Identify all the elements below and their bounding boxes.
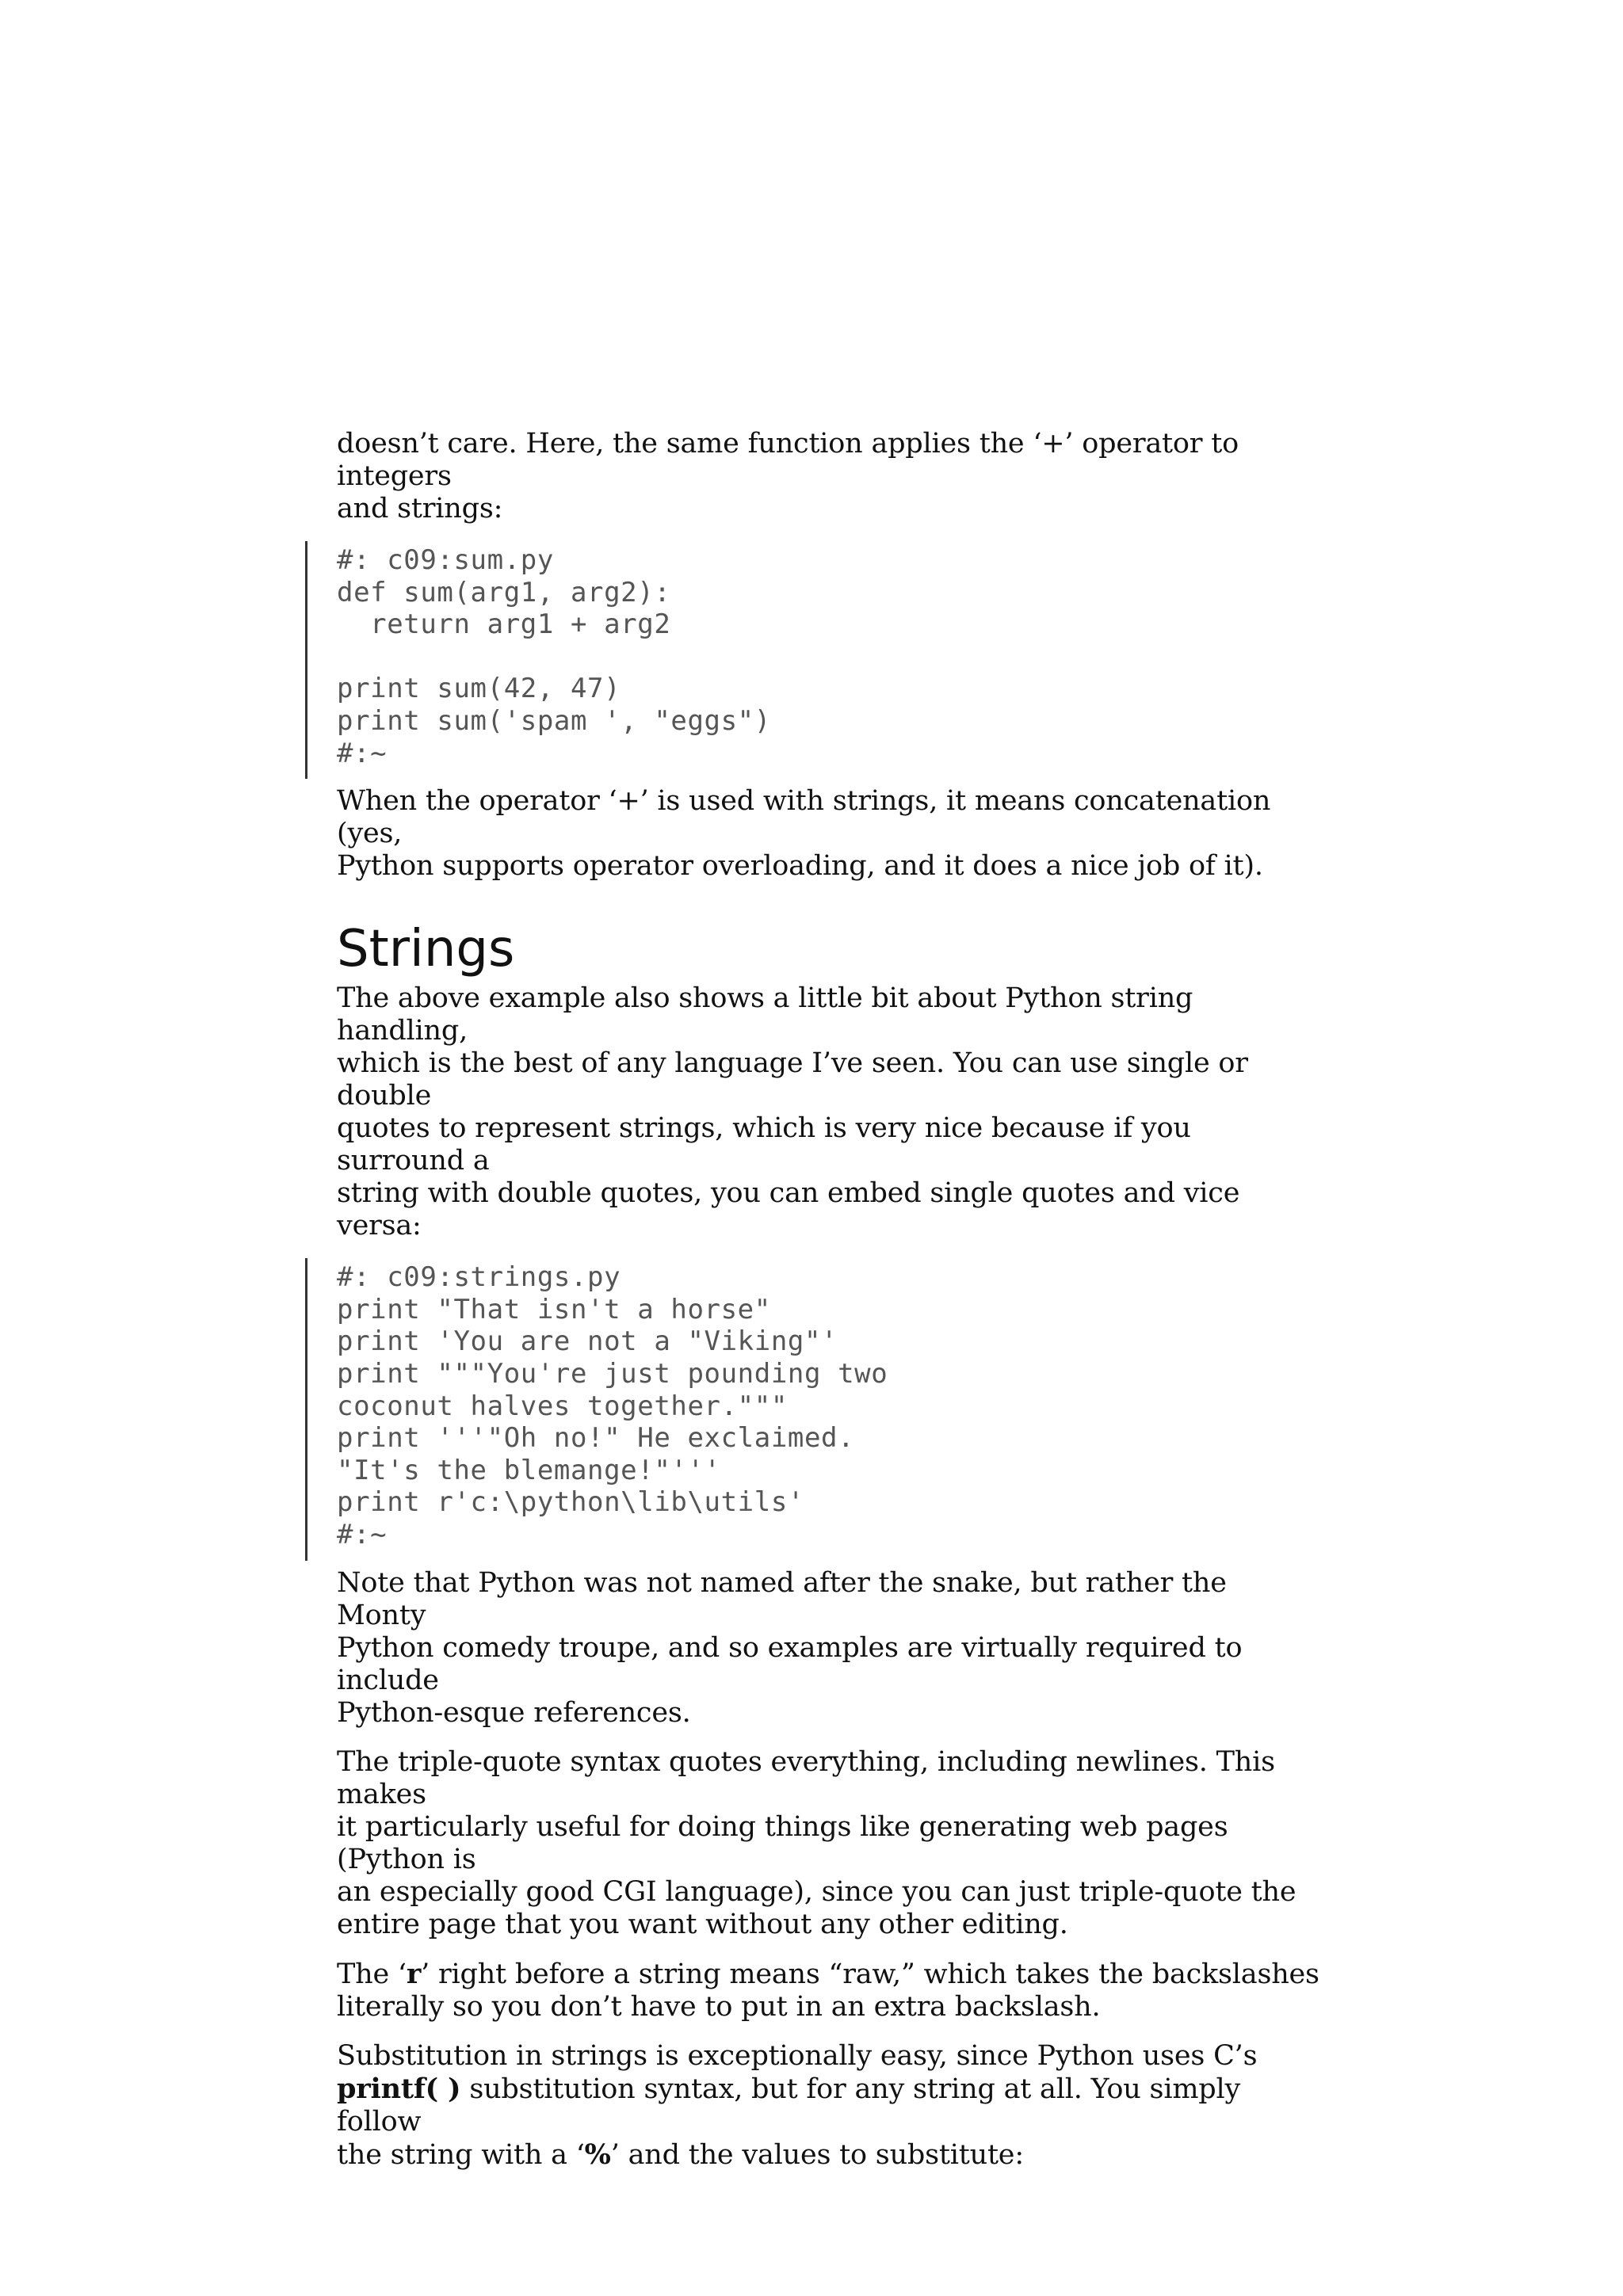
code-line: #:~ (337, 737, 388, 769)
code-line: #: c09:strings.py (337, 1261, 621, 1294)
percent-operator: % (584, 2138, 611, 2171)
code-line: print '''"Oh no!" He exclaimed. (337, 1422, 855, 1455)
code-line: print sum('spam ', "eggs") (337, 704, 771, 737)
snake-line-2: Python comedy troupe, and so examples are virtually required to include (337, 1631, 1243, 1696)
code-line: #:~ (337, 1518, 388, 1550)
concat-line-1: When the operator ‘+’ is used with strings, it means concatenation (yes, (337, 785, 1271, 850)
strings-paragraph (337, 982, 1319, 1242)
triple-line-4: entire page that you want without any other editing. (337, 1908, 1068, 1940)
code-margin-bar (305, 541, 307, 779)
code-listing-sum (337, 543, 1319, 772)
raw-line-2: literally so you don’t have to put in an extra backslash. (337, 1990, 1101, 2023)
snake-line-3: Python-esque references. (337, 1696, 691, 1729)
strings-line-2: which is the best of any language I’ve seen. You can use single or double (337, 1047, 1248, 1112)
code-margin-bar (305, 1258, 307, 1560)
snake-paragraph (337, 1567, 1319, 1730)
code-line: print "That isn't a horse" (337, 1293, 771, 1325)
code-line: print sum(42, 47) (337, 673, 621, 705)
page-content (337, 428, 1319, 2188)
substitution-paragraph (337, 2040, 1319, 2172)
code-line: def sum(arg1, arg2): (337, 576, 671, 608)
concat-line-2: Python supports operator overloading, and it does a nice job of it). (337, 850, 1263, 883)
triple-line-2: it particularly useful for doing things like generating web pages (Python is (337, 1810, 1228, 1875)
intro-line-1: doesn’t care. Here, the same function applies the ‘+’ operator to integers (337, 428, 1239, 492)
raw-string-paragraph (337, 1958, 1319, 2023)
subst-line-1: Substitution in strings is exceptionally easy, since Python uses C’s (337, 2039, 1258, 2072)
strings-line-1: The above example also shows a little bit about Python string handling, (337, 982, 1193, 1047)
code-listing-strings (337, 1260, 1319, 1554)
strings-line-4: string with double quotes, you can embed single quotes and vice versa: (337, 1177, 1240, 1242)
subst-line-3-pre: the string with a ‘ (337, 2138, 585, 2171)
snake-line-1: Note that Python was not named after the snake, but rather the Monty (337, 1566, 1227, 1631)
intro-line-2: and strings: (337, 493, 503, 524)
code-line: return arg1 + arg2 (337, 608, 671, 641)
strings-line-3: quotes to represent strings, which is very nice because if you surround a (337, 1112, 1191, 1177)
raw-prefix-r: r (406, 1957, 422, 1990)
code-line: #: c09:sum.py (337, 544, 554, 576)
code-line: print 'You are not a "Viking"' (337, 1325, 838, 1358)
code-line: print """You're just pounding two (337, 1357, 888, 1390)
intro-paragraph (337, 428, 1319, 525)
subst-line-2-rest: substitution syntax, but for any string at all. You simply follow (337, 2073, 1241, 2138)
code-line: "It's the blemange!"''' (337, 1454, 721, 1486)
triple-quote-paragraph (337, 1746, 1319, 1941)
code-line: coconut halves together.""" (337, 1390, 788, 1422)
raw-line-1-post: ’ right before a string means “raw,” which takes the backslashes (421, 1958, 1319, 1990)
section-heading-strings: Strings (337, 920, 515, 979)
printf-function-name: printf( ) (337, 2072, 461, 2105)
code-line: print r'c:\python\lib\utils' (337, 1486, 804, 1519)
subst-line-3-post: ’ and the values to substitute: (610, 2138, 1024, 2171)
raw-line-1-pre: The ‘ (337, 1958, 407, 1990)
triple-line-3: an especially good CGI language), since you can just triple-quote the (337, 1875, 1296, 1908)
concatenation-paragraph (337, 785, 1319, 883)
code-line-blank (337, 641, 1319, 673)
triple-line-1: The triple-quote syntax quotes everything, including newlines. This makes (337, 1745, 1275, 1810)
